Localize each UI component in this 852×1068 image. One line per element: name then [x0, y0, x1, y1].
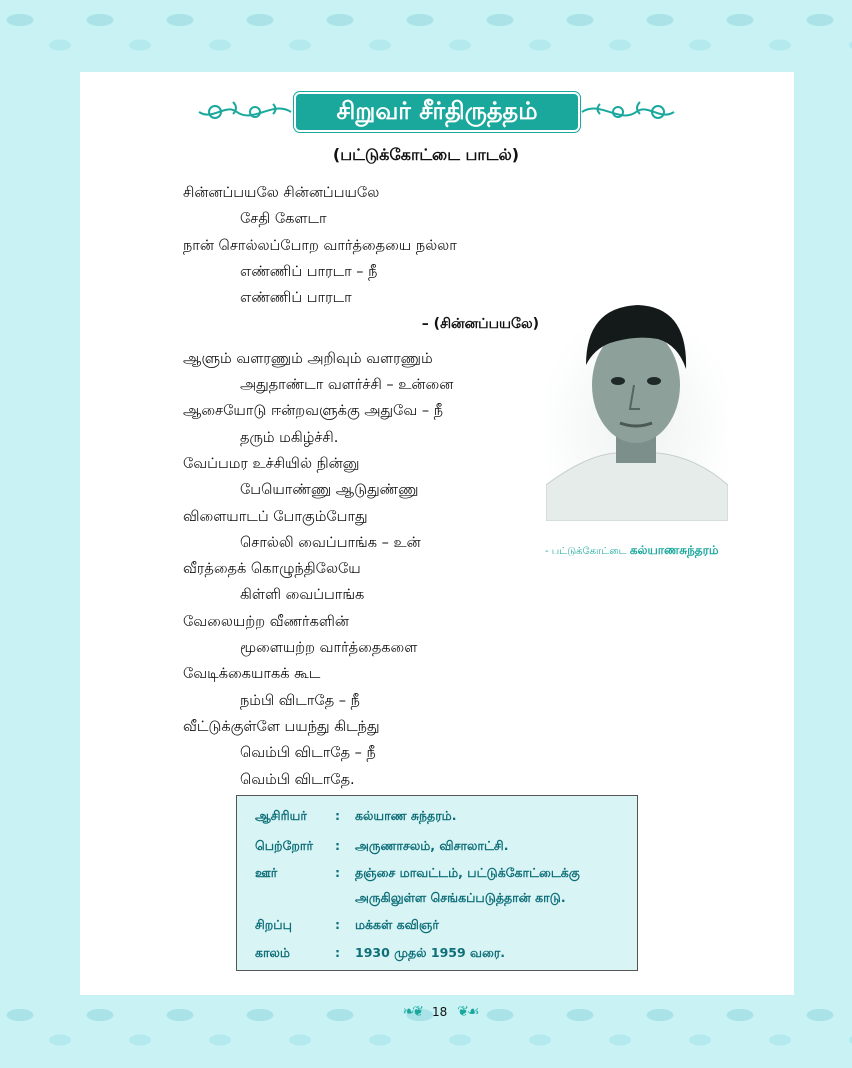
poem-line: நம்பி விடாதே – நீ	[240, 692, 360, 709]
poem-line: கிள்ளி வைப்பாங்க	[240, 587, 365, 604]
left-flourish-icon	[193, 96, 293, 128]
page-footer	[360, 1002, 520, 1022]
poet-info-box	[236, 795, 638, 971]
poet-portrait	[546, 285, 728, 521]
poem-line: சேதி கேளடா	[240, 211, 327, 228]
poem-line: தரும் மகிழ்ச்சி.	[240, 429, 339, 446]
poem-line: சின்னப்பயலே சின்னப்பயலே	[183, 185, 380, 201]
poem-line: எண்ணிப் பாரடா – நீ	[240, 263, 378, 280]
right-flourish-icon	[580, 96, 680, 128]
poem-line: நான் சொல்லப்போற வார்த்தையை நல்லா	[183, 237, 457, 254]
portrait-caption	[545, 543, 718, 559]
poem-line: வேலையற்ற வீணர்களின்	[183, 613, 349, 630]
poem	[183, 180, 563, 819]
title-banner: சிறுவர் சீர்திருத்தம்	[296, 94, 578, 130]
info-label: காலம்	[255, 945, 290, 960]
info-value: தஞ்சை மாவட்டம், பட்டுக்கோட்டைக்கு	[355, 865, 580, 880]
poem-line: வேடிக்கையாகக் கூட	[183, 666, 321, 683]
info-row-speciality: சிறப்பு : மக்கள் கவிஞர்	[255, 917, 439, 932]
top-decorative-border	[0, 0, 852, 72]
poem-line: வெம்பி விடாதே.	[240, 771, 355, 788]
poem-line: அதுதாண்டா வளர்ச்சி – உன்னை	[240, 377, 454, 394]
info-row-author: ஆசிரியர் : கல்யாண சுந்தரம்.	[255, 808, 457, 823]
footer-ornament-right-icon: ❦☙	[457, 1004, 478, 1020]
info-value: அருகிலுள்ள செங்கப்படுத்தான் காடு.	[355, 890, 566, 905]
poem-line: வேப்பமர உச்சியில் நின்னு	[183, 455, 360, 472]
poem-line: சொல்லி வைப்பாங்க – உன்	[240, 534, 421, 551]
info-label: சிறப்பு	[255, 917, 292, 932]
poem-line: மூளையற்ற வார்த்தைகளை	[240, 640, 418, 657]
info-row-parents: பெற்றோர் : அருணாசலம், விசாலாட்சி.	[255, 838, 509, 853]
portrait-illustration-icon	[546, 285, 728, 521]
poem-line: எண்ணிப் பாரடா	[240, 290, 352, 307]
info-label: ஆசிரியர்	[255, 808, 307, 823]
footer-ornament-left-icon: ❧❦	[402, 1004, 422, 1020]
poem-line: ஆளும் வளரணும் அறிவும் வளரணும்	[183, 350, 433, 367]
poem-line: ஆசையோடு ஈன்றவளுக்கு அதுவே – நீ	[183, 403, 443, 420]
info-row-place-continued	[355, 890, 566, 907]
poem-line: வீரத்தைக் கொழுந்திலேயே	[183, 561, 361, 578]
info-label: பெற்றோர்	[255, 838, 313, 853]
page-number: 18	[431, 1005, 448, 1019]
info-value: 1930 முதல் 1959 வரை.	[355, 945, 506, 960]
subtitle: (பட்டுக்கோட்டை பாடல்)	[332, 145, 520, 164]
info-value: கல்யாண சுந்தரம்.	[355, 808, 457, 823]
poem-line: பேயொண்ணு ஆடுதுண்ணு	[240, 482, 419, 499]
caption-name: கல்யாணசுந்தரம்	[629, 543, 719, 557]
poem-line: விளையாடப் போகும்போது	[183, 508, 368, 525]
caption-prefix: - பட்டுக்கோட்டை	[545, 546, 627, 557]
info-row-place: ஊர் : தஞ்சை மாவட்டம், பட்டுக்கோட்டைக்கு	[255, 865, 580, 880]
info-row-period: காலம் : 1930 முதல் 1959 வரை.	[255, 945, 506, 960]
info-label: ஊர்	[255, 865, 278, 880]
poem-line: வீட்டுக்குள்ளே பயந்து கிடந்து	[183, 718, 380, 735]
poem-line: வெம்பி விடாதே – நீ	[240, 745, 376, 762]
refrain: – (சின்னப்பயலே)	[421, 316, 539, 333]
info-value: மக்கள் கவிஞர்	[355, 917, 439, 932]
info-value: அருணாசலம், விசாலாட்சி.	[355, 838, 509, 853]
